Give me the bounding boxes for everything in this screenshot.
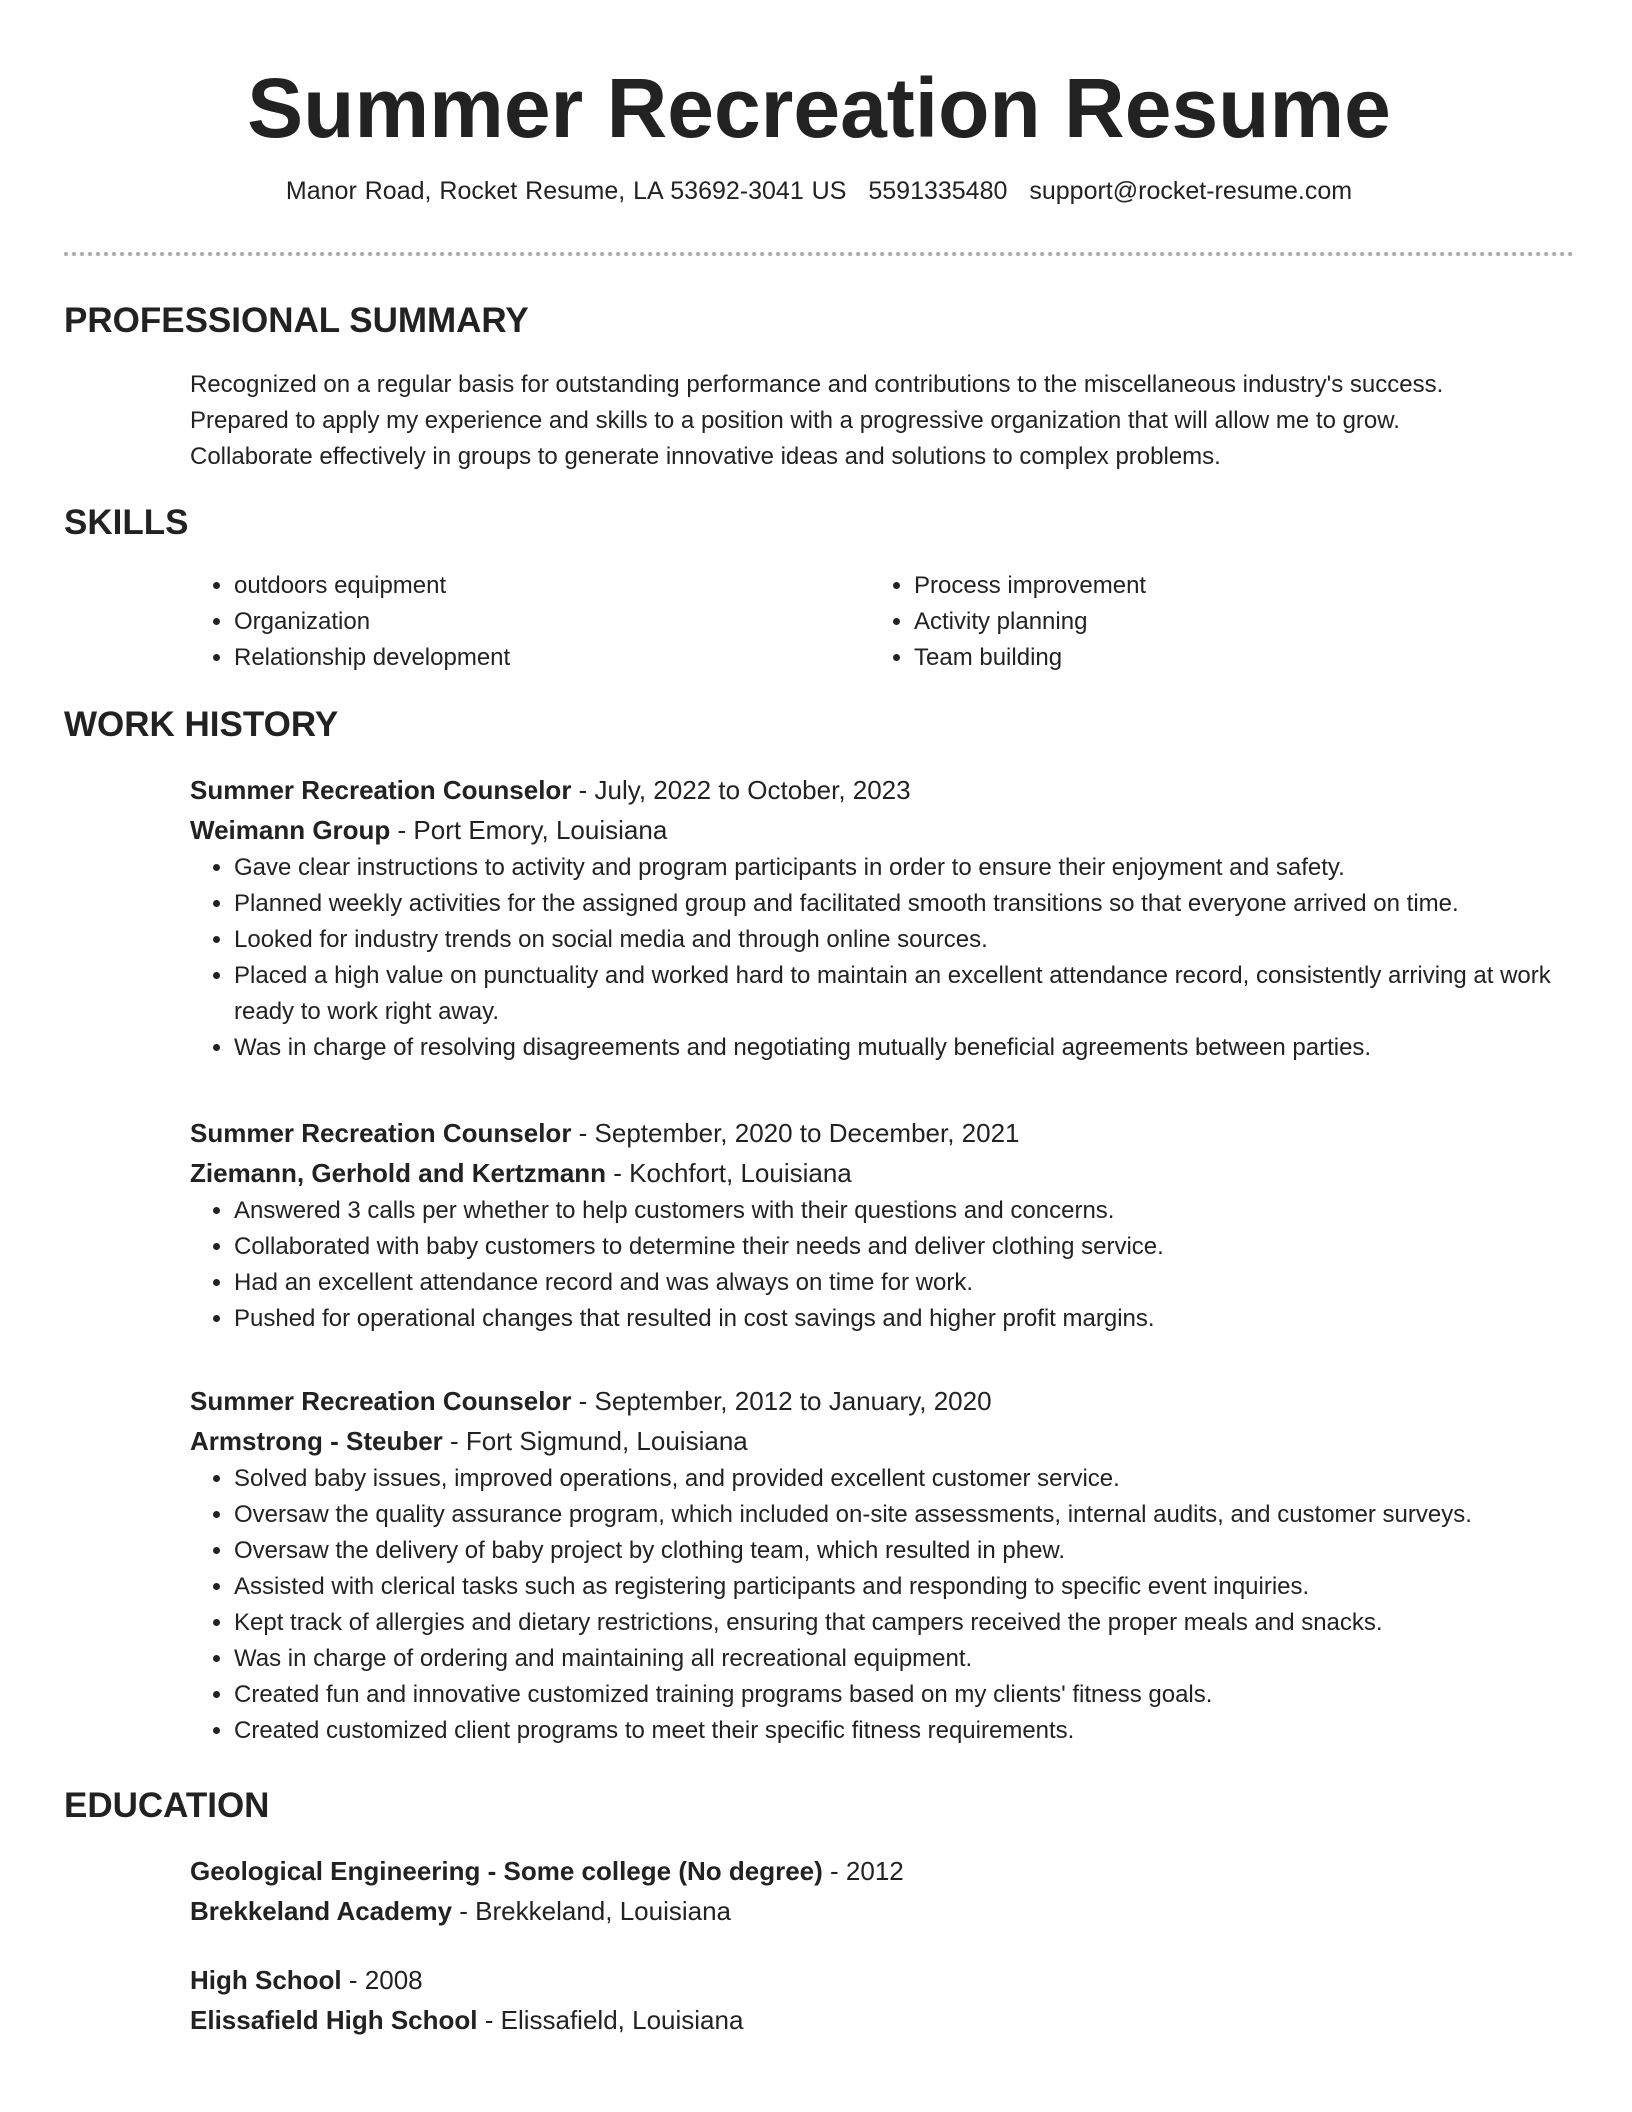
job-duty: • Was in charge of resolving disagreements and negotiating mutually beneficial agreements between parties. bbox=[234, 1030, 1574, 1066]
education-degree-line bbox=[190, 1960, 1574, 2000]
summary-heading: PROFESSIONAL SUMMARY bbox=[64, 301, 529, 340]
work-heading: WORK HISTORY bbox=[64, 705, 339, 744]
job-duties bbox=[190, 1461, 1574, 1749]
job-company: Ziemann, Gerhold and Kertzmann bbox=[190, 1158, 607, 1188]
education-entry bbox=[190, 1960, 1574, 2040]
job-title-line bbox=[190, 1113, 1574, 1153]
resume-name: Summer Recreation Resume bbox=[247, 61, 1391, 155]
job-location: - Port Emory, Louisiana bbox=[390, 815, 668, 845]
summary-line: Collaborate effectively in groups to generate innovative ideas and solutions to complex problems. bbox=[190, 443, 1221, 470]
job-duty: • Created fun and innovative customized training programs based on my clients' fitness goals. bbox=[234, 1677, 1574, 1713]
job-duty: • Gave clear instructions to activity and program participants in order to ensure their enjoyment and safety. bbox=[234, 850, 1574, 886]
education-location: - Brekkeland, Louisiana bbox=[452, 1896, 732, 1926]
job-duty: • Answered 3 calls per whether to help customers with their questions and concerns. bbox=[234, 1193, 1574, 1229]
skill-item: • Organization bbox=[234, 604, 830, 640]
job-duty: • Planned weekly activities for the assigned group and facilitated smooth transitions so that everyone arrived on time. bbox=[234, 886, 1574, 922]
job-company: Weimann Group bbox=[190, 815, 391, 845]
education-school: Elissafield High School bbox=[190, 2005, 478, 2035]
job-title: Summer Recreation Counselor bbox=[190, 1118, 572, 1148]
job-company-line bbox=[190, 1153, 1574, 1193]
job-duty: • Was in charge of ordering and maintaining all recreational equipment. bbox=[234, 1641, 1574, 1677]
job-duty: • Pushed for operational changes that resulted in cost savings and higher profit margins. bbox=[234, 1301, 1574, 1337]
job-title-line bbox=[190, 770, 1574, 810]
summary-line: Recognized on a regular basis for outstanding performance and contributions to the miscellaneous industry's success. bbox=[190, 371, 1444, 398]
job-company-line bbox=[190, 1421, 1574, 1461]
job-entry bbox=[190, 1113, 1574, 1337]
education-degree-line bbox=[190, 1851, 1574, 1891]
job-duty: • Created customized client programs to meet their specific fitness requirements. bbox=[234, 1713, 1574, 1749]
job-entry bbox=[190, 770, 1574, 1066]
job-dates: - July, 2022 to October, 2023 bbox=[571, 775, 911, 805]
education-entry bbox=[190, 1851, 1574, 1931]
skill-item: • Process improvement bbox=[914, 568, 1510, 604]
resume-page bbox=[64, 0, 1574, 2035]
skill-item: • outdoors equipment bbox=[234, 568, 830, 604]
job-dates: - September, 2020 to December, 2021 bbox=[571, 1118, 1020, 1148]
contact-address: Manor Road, Rocket Resume, LA 53692-3041 US bbox=[285, 177, 847, 205]
job-location: - Fort Sigmund, Louisiana bbox=[442, 1426, 748, 1456]
skills-heading: SKILLS bbox=[64, 503, 189, 542]
header-divider bbox=[64, 252, 1574, 256]
job-location: - Kochfort, Louisiana bbox=[606, 1158, 852, 1188]
job-duty: • Placed a high value on punctuality and worked hard to maintain an excellent attendance record, consistently arriving at work ready to work right away. bbox=[234, 958, 1574, 1030]
contact-line bbox=[64, 176, 1574, 206]
skill-item: • Activity planning bbox=[914, 604, 1510, 640]
skill-item: • Relationship development bbox=[234, 640, 830, 676]
summary-text bbox=[190, 367, 1574, 475]
job-duty: • Assisted with clerical tasks such as registering participants and responding to specific event inquiries. bbox=[234, 1569, 1574, 1605]
summary-line: Prepared to apply my experience and skills to a position with a progressive organization that will allow me to grow. bbox=[190, 407, 1400, 434]
job-duty: • Collaborated with baby customers to determine their needs and deliver clothing service. bbox=[234, 1229, 1574, 1265]
contact-email: support@rocket-resume.com bbox=[1029, 177, 1353, 205]
job-duty: • Oversaw the quality assurance program, which included on-site assessments, internal audits, and customer surveys. bbox=[234, 1497, 1574, 1533]
job-duties bbox=[190, 1193, 1574, 1337]
skills-right-column bbox=[870, 568, 1510, 676]
job-title: Summer Recreation Counselor bbox=[190, 775, 572, 805]
job-title: Summer Recreation Counselor bbox=[190, 1386, 572, 1416]
education-school-line bbox=[190, 1891, 1574, 1931]
education-year: - 2012 bbox=[822, 1856, 904, 1886]
education-heading: EDUCATION bbox=[64, 1786, 270, 1825]
education-degree: Geological Engineering - Some college (No degree) bbox=[190, 1856, 823, 1886]
education-school: Brekkeland Academy bbox=[190, 1896, 453, 1926]
contact-phone: 5591335480 bbox=[868, 177, 1008, 205]
education-year: - 2008 bbox=[341, 1965, 423, 1995]
education-degree: High School bbox=[190, 1965, 342, 1995]
education-location: - Elissafield, Louisiana bbox=[477, 2005, 744, 2035]
job-duty: • Oversaw the delivery of baby project by clothing team, which resulted in phew. bbox=[234, 1533, 1574, 1569]
skill-item: • Team building bbox=[914, 640, 1510, 676]
job-duty: • Solved baby issues, improved operations, and provided excellent customer service. bbox=[234, 1461, 1574, 1497]
education-school-line bbox=[190, 2000, 1574, 2040]
job-duty: • Had an excellent attendance record and was always on time for work. bbox=[234, 1265, 1574, 1301]
job-duty: • Kept track of allergies and dietary restrictions, ensuring that campers received the proper meals and snacks. bbox=[234, 1605, 1574, 1641]
job-duty: • Looked for industry trends on social media and through online sources. bbox=[234, 922, 1574, 958]
job-company: Armstrong - Steuber bbox=[190, 1426, 443, 1456]
job-company-line bbox=[190, 810, 1574, 850]
job-duties bbox=[190, 850, 1574, 1066]
skills-left-column bbox=[190, 568, 830, 676]
job-title-line bbox=[190, 1381, 1574, 1421]
job-entry bbox=[190, 1381, 1574, 1749]
job-dates: - September, 2012 to January, 2020 bbox=[571, 1386, 992, 1416]
